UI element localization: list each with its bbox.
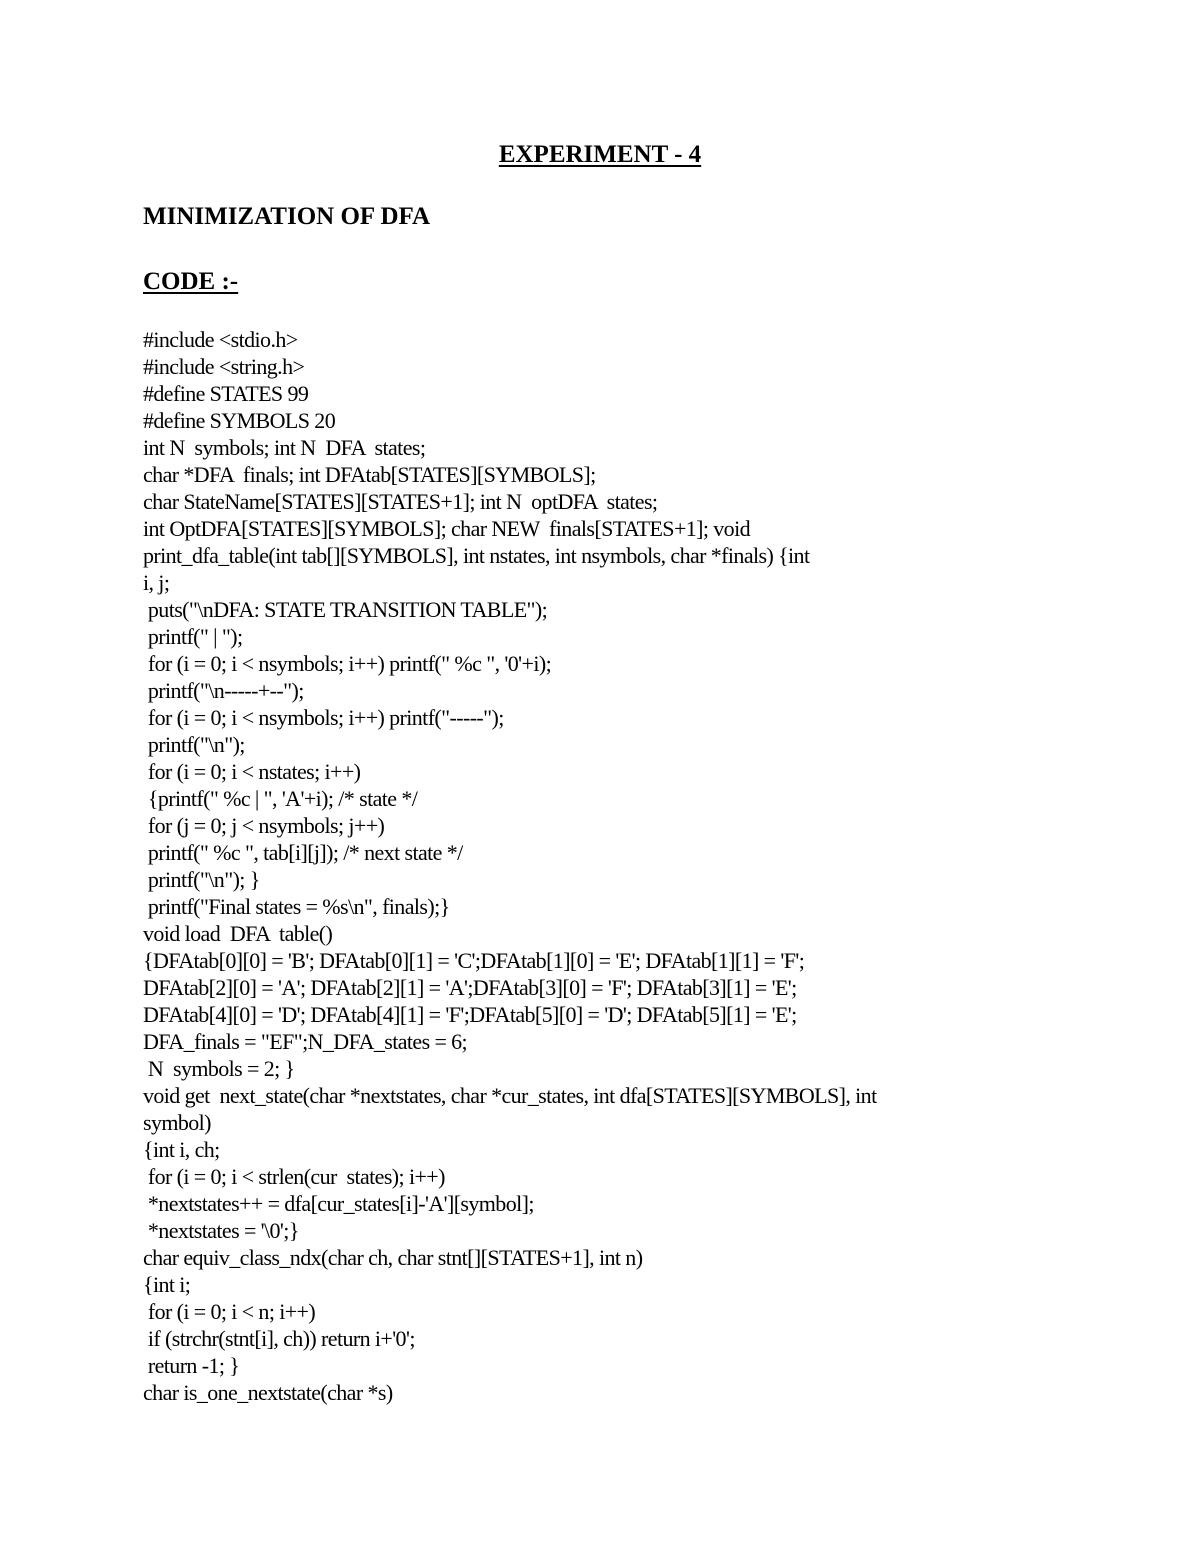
code-line: char equiv_class_ndx(char ch, char stnt[][STATES+1], int n)	[143, 1245, 643, 1270]
code-line: *nextstates = '\0';}	[143, 1218, 299, 1243]
code-line: symbol)	[143, 1110, 211, 1135]
code-line: void load DFA table()	[143, 921, 333, 946]
code-line: DFA_finals = "EF";N_DFA_states = 6;	[143, 1029, 468, 1054]
code-line: printf("\n"); }	[143, 867, 260, 892]
code-heading: CODE :-	[143, 268, 239, 295]
code-line: {int i;	[143, 1272, 191, 1297]
code-line: for (i = 0; i < strlen(cur states); i++)	[143, 1164, 445, 1189]
code-line: N symbols = 2; }	[143, 1056, 295, 1081]
experiment-subtitle: MINIMIZATION OF DFA	[143, 203, 431, 230]
code-line: printf(" %c ", tab[i][j]); /* next state */	[143, 840, 463, 865]
code-line: {int i, ch;	[143, 1137, 220, 1162]
code-line: DFAtab[2][0] = 'A'; DFAtab[2][1] = 'A';DFAtab[3][0] = 'F'; DFAtab[3][1] = 'E';	[143, 975, 797, 1000]
code-line: {DFAtab[0][0] = 'B'; DFAtab[0][1] = 'C';DFAtab[1][0] = 'E'; DFAtab[1][1] = 'F';	[143, 948, 805, 973]
code-line: for (j = 0; j < nsymbols; j++)	[143, 813, 385, 838]
code-line: char is_one_nextstate(char *s)	[143, 1380, 393, 1405]
experiment-title: EXPERIMENT - 4	[498, 141, 702, 168]
code-line: {printf(" %c | ", 'A'+i); /* state */	[143, 786, 418, 811]
code-line: printf(" | ");	[143, 624, 243, 649]
code-line: printf("Final states = %s\n", finals);}	[143, 894, 450, 919]
code-line: for (i = 0; i < n; i++)	[143, 1299, 316, 1324]
code-line: #define STATES 99	[143, 381, 309, 406]
code-line: if (strchr(stnt[i], ch)) return i+'0';	[143, 1326, 415, 1351]
code-line: i, j;	[143, 570, 170, 595]
code-line: return -1; }	[143, 1353, 240, 1378]
code-line: #include <string.h>	[143, 354, 305, 379]
code-line: printf("\n");	[143, 732, 245, 757]
code-line: for (i = 0; i < nstates; i++)	[143, 759, 361, 784]
code-line: for (i = 0; i < nsymbols; i++) printf(" %c ", '0'+i);	[143, 651, 552, 676]
code-line: *nextstates++ = dfa[cur_states[i]-'A'][symbol];	[143, 1191, 534, 1216]
code-line: for (i = 0; i < nsymbols; i++) printf("-----");	[143, 705, 504, 730]
code-line: int OptDFA[STATES][SYMBOLS]; char NEW finals[STATES+1]; void	[143, 516, 750, 541]
code-line: int N symbols; int N DFA states;	[143, 435, 426, 460]
code-line: char *DFA finals; int DFAtab[STATES][SYMBOLS];	[143, 462, 596, 487]
code-line: char StateName[STATES][STATES+1]; int N optDFA states;	[143, 489, 658, 514]
code-line: print_dfa_table(int tab[][SYMBOLS], int nstates, int nsymbols, char *finals) {int	[143, 543, 810, 568]
code-line: puts("\nDFA: STATE TRANSITION TABLE");	[143, 597, 548, 622]
code-line: #define SYMBOLS 20	[143, 408, 336, 433]
code-line: void get next_state(char *nextstates, char *cur_states, int dfa[STATES][SYMBOLS], int	[143, 1083, 877, 1108]
code-line: printf("\n-----+--");	[143, 678, 304, 703]
code-line: DFAtab[4][0] = 'D'; DFAtab[4][1] = 'F';DFAtab[5][0] = 'D'; DFAtab[5][1] = 'E';	[143, 1002, 797, 1027]
code-line: #include <stdio.h>	[143, 327, 298, 352]
code-block	[143, 326, 1043, 1406]
